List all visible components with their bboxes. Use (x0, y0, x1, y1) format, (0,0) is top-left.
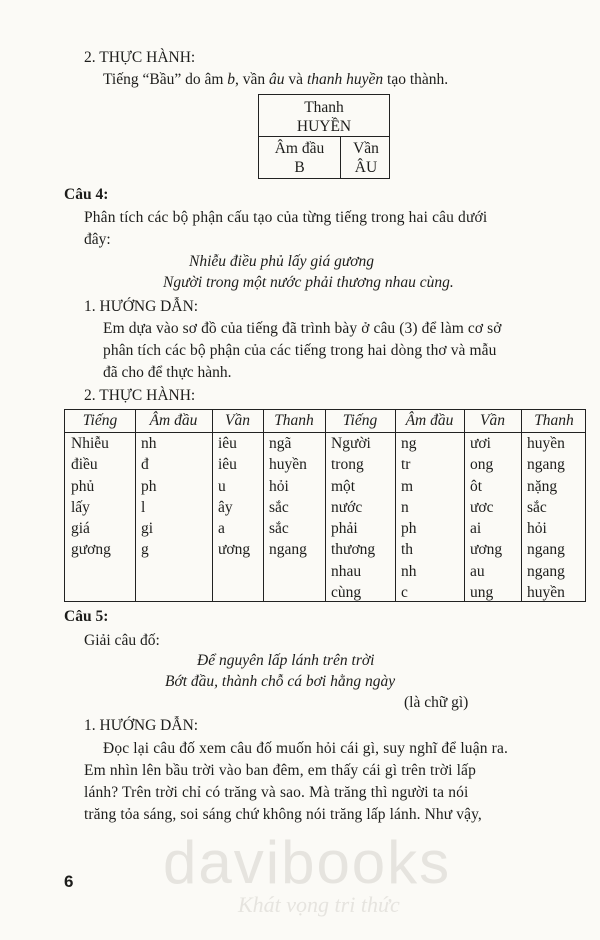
table-cell: đ (141, 456, 149, 474)
watermark-brand: davibooks (163, 829, 452, 896)
table-cell: ng (401, 435, 417, 452)
column-header: Vần (480, 412, 505, 429)
table-cell: ph (401, 520, 417, 538)
cau4-practice-heading: 2. THỰC HÀNH: (84, 387, 196, 404)
cau4-intro-line1: Phân tích các bộ phận cấu tạo của từng tiếng trong hai câu dưới (84, 209, 488, 226)
table-cell: l (141, 498, 146, 516)
page-number: 6 (64, 872, 74, 891)
table-column (135, 410, 212, 601)
table-cell: th (401, 541, 414, 559)
table-cell: ung (470, 584, 494, 602)
table-cell: huyền (527, 435, 565, 452)
table-column (521, 410, 587, 601)
table-column (65, 410, 135, 601)
table-cell: hỏi (269, 477, 289, 495)
table-cell: cùng (331, 584, 362, 602)
table-cell: ngang (527, 456, 565, 474)
table-cell: phủ (71, 477, 95, 495)
practice-sentence: Tiếng “Bầu” do âm b, vần âu và thanh huyền tạo thành. (103, 71, 449, 88)
cau5-guide-line1: Đọc lại câu đố xem câu đố muốn hỏi cái gì, suy nghĩ để luận ra. (103, 740, 509, 757)
table-cell: sắc (269, 498, 289, 516)
table-cell: nhau (331, 562, 362, 580)
table-column (212, 410, 263, 601)
table-cell: ôt (470, 477, 483, 495)
table-cell: m (401, 477, 414, 495)
column-header: Thanh (274, 412, 314, 429)
practice-heading: 2. THỰC HÀNH: (84, 49, 196, 66)
table-cell: nặng (527, 477, 558, 495)
diagram-initial-cell: Âm đầu B (259, 137, 341, 179)
table-cell: hỏi (527, 520, 547, 538)
cau4-poem-line1: Nhiễu điều phủ lấy giá gương (189, 253, 375, 270)
table-cell: ươi (470, 435, 491, 452)
table-cell: giá (71, 520, 90, 538)
table-cell: ương (470, 541, 503, 559)
table-cell: ong (470, 456, 494, 474)
diagram-rhyme-cell: Vần ÂU (353, 140, 379, 176)
cau4-intro-line2: đây: (84, 231, 111, 248)
column-header: Tiếng (82, 412, 118, 429)
cau5-intro: Giải câu đố: (84, 632, 160, 649)
table-cell: ngang (527, 541, 565, 559)
column-header: Tiếng (342, 412, 378, 429)
table-column (325, 410, 395, 601)
table-cell: iêu (218, 456, 237, 474)
cau5-guide-line2: Em nhìn lên bầu trời vào ban đêm, em thấy cái gì trên trời lấp (84, 762, 476, 779)
table-column (464, 410, 521, 601)
table-cell: sắc (527, 498, 547, 516)
table-cell: gương (71, 541, 111, 559)
table-cell: huyền (269, 456, 307, 474)
column-header: Âm đầu (405, 412, 454, 429)
table-cell: nước (331, 498, 363, 516)
table-cell: Người (331, 435, 371, 452)
cau4-guide-line1: Em dựa vào sơ đồ của tiếng đã trình bày ở câu (3) để làm cơ sở (103, 320, 502, 337)
table-cell: g (141, 541, 149, 559)
watermark-slogan: Khát vọng tri thức (238, 892, 400, 917)
cau5-guide-heading: 1. HƯỚNG DẪN: (84, 717, 199, 734)
table-cell: huyền (527, 584, 565, 602)
table-cell: u (218, 477, 226, 495)
table-cell: n (401, 498, 409, 516)
table-column (263, 410, 325, 601)
table-cell: ai (470, 520, 482, 538)
table-cell: a (218, 520, 225, 538)
cau4-guide-line3: đã cho để thực hành. (103, 364, 232, 381)
table-cell: ương (218, 541, 251, 559)
syllable-analysis-table (64, 409, 586, 602)
table-cell: ây (218, 498, 233, 516)
table-cell: lấy (71, 498, 90, 516)
table-cell: ph (141, 477, 157, 495)
table-cell: một (331, 477, 356, 495)
table-cell: phải (331, 520, 358, 538)
cau5-riddle-line1: Để nguyên lấp lánh trên trời (197, 652, 375, 669)
cau5-guide-line3: lánh? Trên trời chỉ có trăng và sao. Mà trăng thì người ta nói (84, 784, 469, 801)
column-header: Thanh (534, 412, 574, 429)
cau4-guide-heading: 1. HƯỚNG DẪN: (84, 298, 199, 315)
syllable-diagram (258, 94, 390, 179)
column-header: Vần (225, 412, 250, 429)
cau4-guide-line2: phân tích các bộ phận của các tiếng trong hai dòng thơ và mẫu (103, 342, 497, 359)
table-cell: sắc (269, 520, 289, 538)
table-cell: trong (331, 456, 364, 474)
diagram-tone-cell: Thanh HUYỀN (259, 95, 389, 137)
table-cell: ngang (269, 541, 307, 559)
table-cell: iêu (218, 435, 237, 452)
cau5-guide-line4: trăng tỏa sáng, soi sáng chứ không nói trăng lấp lánh. Như vậy, (84, 806, 482, 823)
table-column (395, 410, 464, 601)
cau5-riddle-note: (là chữ gì) (404, 694, 469, 711)
table-cell: gi (141, 520, 154, 538)
table-cell: nh (401, 562, 417, 580)
cau4-title: Câu 4: (64, 186, 109, 203)
cau4-poem-line2: Người trong một nước phải thương nhau cùng. (163, 274, 454, 291)
table-cell: thương (331, 541, 376, 559)
cau5-title: Câu 5: (64, 608, 109, 625)
table-cell: nh (141, 435, 157, 452)
table-cell: tr (401, 456, 411, 474)
table-cell: ngã (269, 435, 292, 452)
table-cell: ngang (527, 562, 565, 580)
table-cell: điều (71, 456, 98, 474)
table-cell: au (470, 562, 485, 580)
column-header: Âm đầu (149, 412, 198, 429)
table-cell: Nhiễu (71, 435, 109, 452)
table-cell: c (401, 584, 408, 602)
cau5-riddle-line2: Bớt đầu, thành chỗ cá bơi hằng ngày (165, 673, 396, 690)
table-cell: ươc (470, 498, 494, 516)
